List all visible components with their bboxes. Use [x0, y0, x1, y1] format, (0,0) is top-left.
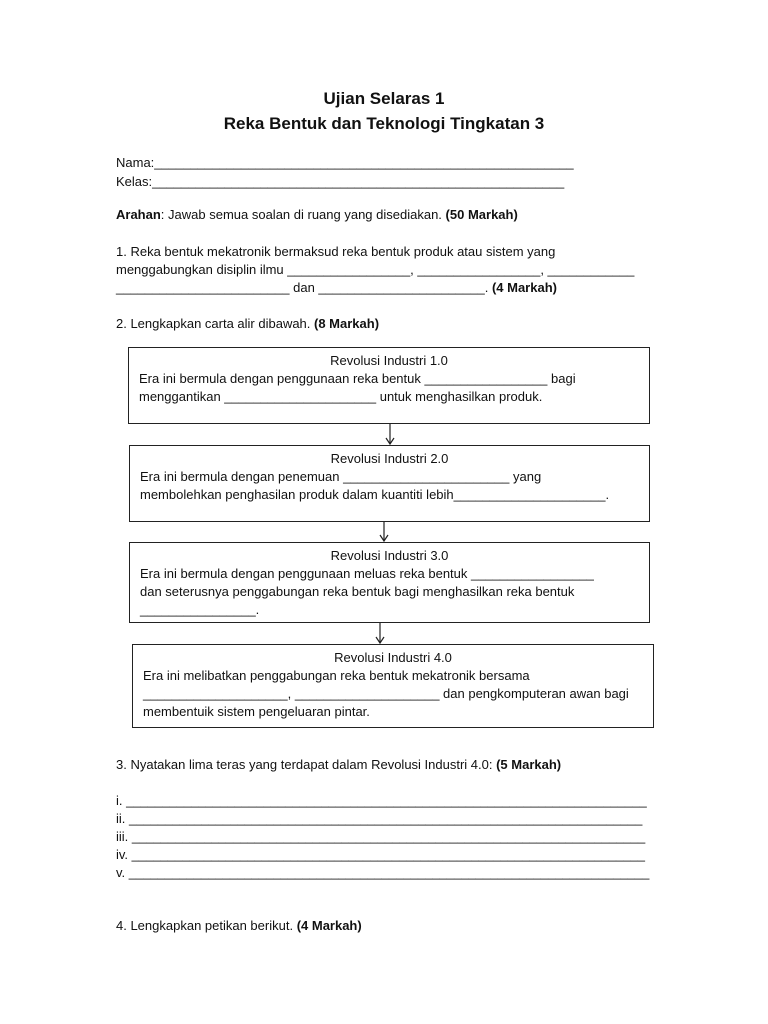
q4-question [116, 917, 362, 935]
box-line[interactable]: Era ini bermula dengan penggunaan meluas reka bentuk _________________ [140, 566, 594, 581]
box-title: Revolusi Industri 1.0 [330, 353, 448, 368]
q3-answer-v[interactable]: v. ________________________________________________________________________ [116, 865, 650, 880]
box-line: membentuik sistem pengeluaran pintar. [143, 704, 370, 719]
q2-question [116, 315, 379, 333]
q2-marks: (8 Markah) [314, 316, 380, 331]
instructions-marks: (50 Markah) [445, 207, 518, 222]
box-title: Revolusi Industri 3.0 [330, 548, 449, 563]
q4-marks: (4 Markah) [296, 918, 362, 933]
q1-line1: 1. Reka bentuk mekatronik bermaksud reka bentuk produk atau sistem yang [116, 244, 556, 259]
flow-arrow-down-icon [374, 623, 386, 645]
box-line[interactable]: Era ini bermula dengan penemuan _______________________ yang [140, 469, 542, 484]
instructions-text: : Jawab semua soalan di ruang yang disediakan. [160, 207, 446, 222]
q1-line2[interactable]: menggabungkan disiplin ilmu _________________, _________________, ____________ [116, 262, 635, 277]
box-title: Revolusi Industri 4.0 [334, 650, 452, 665]
q3-question [116, 756, 561, 774]
q3-answer-iii[interactable]: iii. _______________________________________________________________________ [116, 829, 646, 844]
flow-arrow-down-icon [384, 424, 396, 446]
instructions-label: Arahan [116, 207, 161, 222]
q3-marks: (5 Markah) [496, 757, 562, 772]
q3-text: 3. Nyatakan lima teras yang terdapat dalam Revolusi Industri 4.0: [116, 757, 497, 772]
box-line: Era ini melibatkan penggabungan reka bentuk mekatronik bersama [143, 668, 530, 683]
flowchart-box-ri3 [129, 542, 650, 623]
q3-answer-i[interactable]: i. ________________________________________________________________________ [116, 793, 647, 808]
box-line[interactable]: Era ini bermula dengan penggunaan reka bentuk _________________ bagi [139, 371, 576, 386]
box-line: dan seterusnya penggabungan reka bentuk bagi menghasilkan reka bentuk [140, 584, 575, 599]
page-subtitle: Reka Bentuk dan Teknologi Tingkatan 3 [223, 114, 545, 133]
page-title: Ujian Selaras 1 [323, 89, 445, 108]
instructions [116, 206, 518, 224]
box-line[interactable]: membolehkan penghasilan produk dalam kuantiti lebih_____________________. [140, 487, 610, 502]
flow-arrow-down-icon [378, 522, 390, 543]
box-title: Revolusi Industri 2.0 [330, 451, 449, 466]
q3-answer-ii[interactable]: ii. _______________________________________________________________________ [116, 811, 643, 826]
kelas-field[interactable]: Kelas:_________________________________________________________ [116, 174, 565, 189]
flowchart-box-ri1 [128, 347, 650, 424]
box-line[interactable]: menggantikan _____________________ untuk menghasilkan produk. [139, 389, 543, 404]
box-line[interactable]: ________________. [140, 602, 260, 617]
q3-answer-iv[interactable]: iv. _______________________________________________________________________ [116, 847, 645, 862]
flowchart-box-ri2 [129, 445, 650, 522]
q4-text: 4. Lengkapkan petikan berikut. [116, 918, 297, 933]
q1-line3[interactable] [116, 279, 557, 297]
nama-field[interactable]: Nama:__________________________________________________________ [116, 155, 574, 170]
box-line[interactable]: ____________________, ____________________ dan pengkomputeran awan bagi [143, 686, 629, 701]
q1-line3-text[interactable]: ________________________ dan _______________________. [116, 280, 492, 295]
q1-marks: (4 Markah) [491, 280, 557, 295]
q2-text: 2. Lengkapkan carta alir dibawah. [116, 316, 315, 331]
flowchart-box-ri4 [132, 644, 654, 728]
